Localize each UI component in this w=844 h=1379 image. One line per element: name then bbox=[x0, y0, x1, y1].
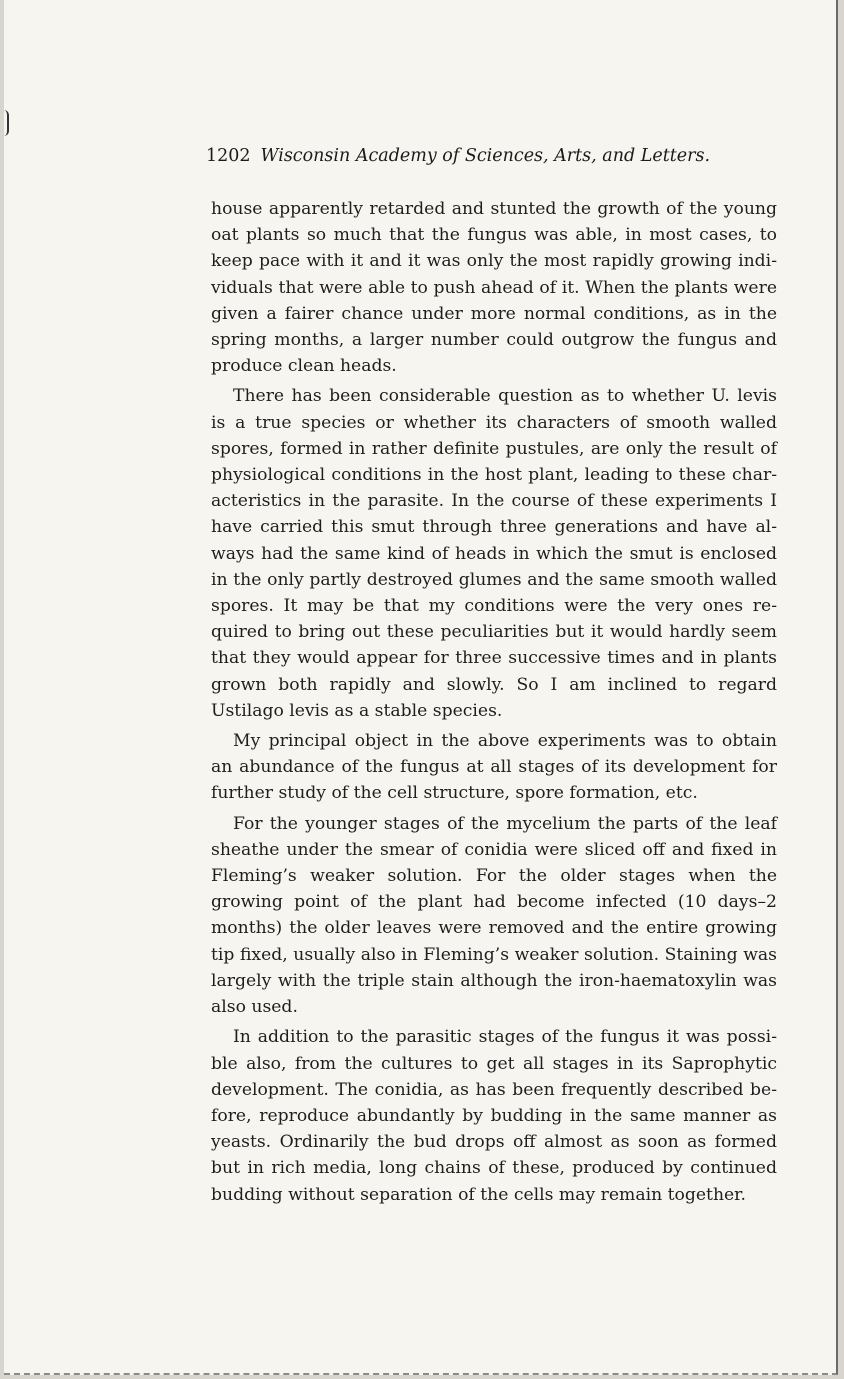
paragraph-4: For the younger stages of the mycelium the parts of the leaf sheathe under the smear of conidia were sliced off and fixed in Fleming’s weaker solution. For the older stages when the growing point of the plant had become infected (10 days–2 months) the older leaves were removed and the entire growing tip fixed, usually also in Fleming’s weaker solution. Staining was largely with the triple stain although the iron-haematoxylin was also used. bbox=[211, 813, 777, 1018]
paragraph-1: house apparently retarded and stunted the growth of the young oat plants so much that the fungus was able, in most cases, to keep pace with it and it was only the most rapidly growing individuals that were able to push ahead of it. When the plants were given a fairer chance under more normal conditions, as in the spring months, a larger number could outgrow the fungus and produce clean heads. bbox=[211, 199, 777, 377]
binding-edge-mark bbox=[4, 110, 9, 136]
journal-title: Wisconsin Academy of Sciences, Arts, and Letters. bbox=[260, 146, 711, 166]
paragraph-3: My principal object in the above experiments was to obtain an abundance of the fungus at all stages of its development for further study of the cell structure, spore formation, etc. bbox=[211, 731, 777, 804]
paragraph-2: There has been considerable question as to whether U. levis is a true species or whether its characters of smooth walled spores, formed in rather definite pustules, are only the result of physiological conditions in the host plant, leading to these characteristics in the parasite. In the course of these experiments I have carried this smut through three generations and have always had the same kind of heads in which the smut is enclosed in the only partly destroyed glumes and the same smooth walled spores. It may be that my conditions were the very ones required to bring out these peculiarities but it would hardly seem that they would appear for three successive times and in plants grown both rapidly and slowly. So I am inclined to regard Ustilago levis as a stable species. bbox=[211, 386, 777, 721]
paragraph-5: In addition to the parasitic stages of the fungus it was possible also, from the cultures to get all stages in its Saprophytic development. The conidia, as has been frequently described before, reproduce abundantly by budding in the same manner as yeasts. Ordinarily the bud drops off almost as soon as formed but in rich media, long chains of these, produced by continued budding without separation of the cells may remain together. bbox=[211, 1027, 777, 1205]
body-text bbox=[211, 196, 777, 1212]
page-number: 1202 bbox=[206, 146, 251, 166]
document-page bbox=[4, 0, 838, 1375]
running-header bbox=[206, 146, 736, 166]
